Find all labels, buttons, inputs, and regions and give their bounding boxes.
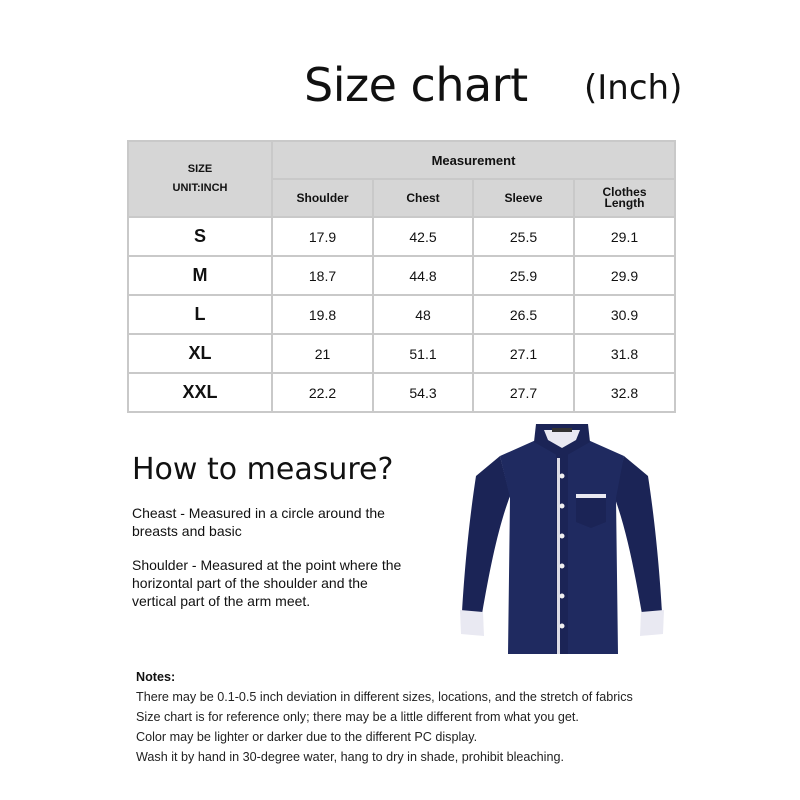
note-line: Size chart is for reference only; there may be a little different from what you get.	[136, 710, 579, 724]
table-row	[128, 256, 675, 295]
shirt-image	[456, 418, 668, 668]
notes-title: Notes:	[136, 670, 176, 684]
column-header-chest: Chest	[373, 179, 473, 217]
value-cell: 27.1	[473, 334, 574, 373]
shirt-pocket	[576, 494, 606, 528]
value-cell: 32.8	[574, 373, 675, 412]
chest-description: Cheast - Measured in a circle around the breasts and basic	[132, 505, 385, 539]
size-header-label: SIZE	[187, 163, 213, 175]
value-cell: 30.9	[574, 295, 675, 334]
how-to-measure-heading: How to measure?	[132, 452, 394, 487]
measurement-header: Measurement	[272, 141, 675, 179]
column-header-clothes-length: Clothes Length	[574, 179, 675, 217]
shirt-right-sleeve	[614, 456, 662, 614]
column-header-sleeve: Sleeve	[473, 179, 574, 217]
value-cell: 19.8	[272, 295, 373, 334]
page-title: Size chart	[304, 58, 528, 112]
notes-section	[136, 667, 633, 767]
shirt-inner-placket	[557, 458, 560, 654]
value-cell: 17.9	[272, 217, 373, 256]
size-cell: M	[128, 256, 272, 295]
size-cell: S	[128, 217, 272, 256]
value-cell: 27.7	[473, 373, 574, 412]
value-cell: 25.9	[473, 256, 574, 295]
size-cell: XXL	[128, 373, 272, 412]
size-cell: XL	[128, 334, 272, 373]
note-line: Wash it by hand in 30-degree water, hang to dry in shade, prohibit bleaching.	[136, 750, 564, 764]
column-header-shoulder: Shoulder	[272, 179, 373, 217]
table-row	[128, 295, 675, 334]
value-cell: 25.5	[473, 217, 574, 256]
value-cell: 29.1	[574, 217, 675, 256]
size-unit-header	[128, 141, 272, 217]
value-cell: 44.8	[373, 256, 473, 295]
value-cell: 22.2	[272, 373, 373, 412]
value-cell: 26.5	[473, 295, 574, 334]
value-cell: 51.1	[373, 334, 473, 373]
value-cell: 18.7	[272, 256, 373, 295]
note-line: There may be 0.1-0.5 inch deviation in different sizes, locations, and the stretch of fabrics	[136, 690, 633, 704]
value-cell: 42.5	[373, 217, 473, 256]
note-line: Color may be lighter or darker due to the different PC display.	[136, 730, 478, 744]
unit-label: (Inch)	[584, 68, 683, 108]
size-cell: L	[128, 295, 272, 334]
table-row	[128, 334, 675, 373]
value-cell: 54.3	[373, 373, 473, 412]
table-row	[128, 217, 675, 256]
shirt-right-cuff	[640, 610, 664, 636]
value-cell: 48	[373, 295, 473, 334]
value-cell: 29.9	[574, 256, 675, 295]
value-cell: 31.8	[574, 334, 675, 373]
shirt-left-cuff	[460, 610, 484, 636]
shirt-label	[552, 428, 572, 432]
table-row	[128, 373, 675, 412]
shirt-left-sleeve	[462, 456, 510, 614]
shirt-pocket-trim	[576, 494, 606, 498]
value-cell: 21	[272, 334, 373, 373]
size-chart-table	[127, 140, 676, 413]
shoulder-description: Shoulder - Measured at the point where the horizontal part of the shoulder and the vertical part of the arm meet.	[132, 557, 402, 609]
unit-header-label: UNIT:INCH	[172, 182, 228, 194]
